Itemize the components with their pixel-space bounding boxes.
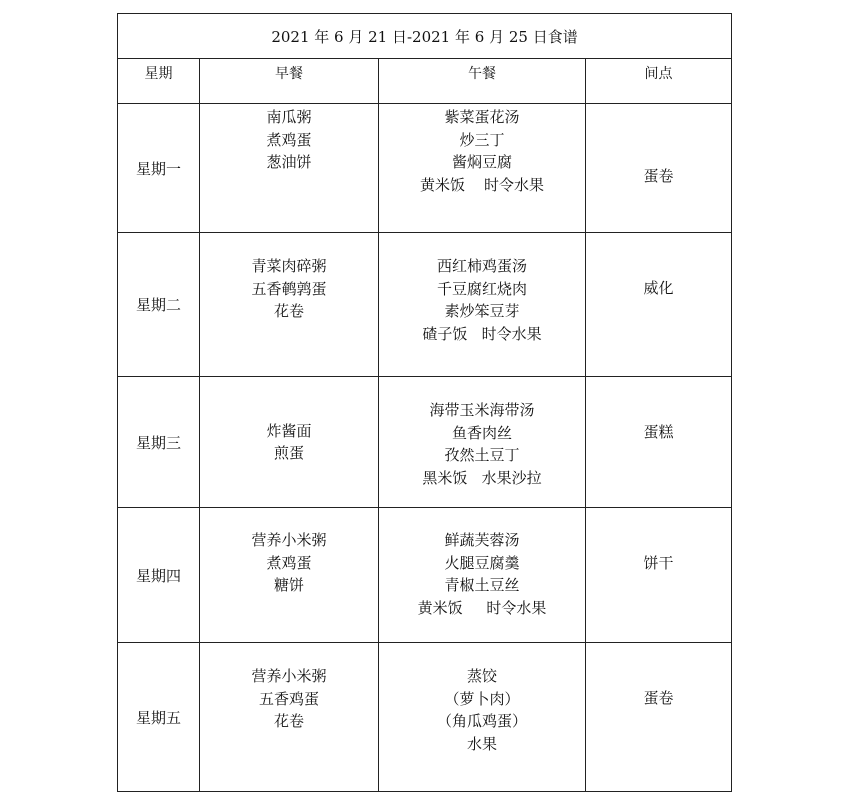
breakfast-cell bbox=[200, 104, 379, 233]
lunch-cell bbox=[379, 643, 586, 792]
day-cell: 星期四 bbox=[118, 508, 200, 643]
title-row bbox=[118, 14, 732, 59]
snack-cell: 蛋卷 bbox=[586, 643, 732, 792]
menu-item: 营养小米粥 bbox=[251, 667, 327, 685]
menu-item: 蒸饺 bbox=[466, 667, 497, 685]
menu-item: 糖饼 bbox=[273, 576, 304, 594]
menu-item: 火腿豆腐羹 bbox=[444, 553, 520, 572]
menu-item: 葱油饼 bbox=[266, 153, 312, 171]
lunch-cell bbox=[379, 508, 586, 643]
table-row bbox=[118, 643, 732, 792]
menu-item: 炸酱面 bbox=[266, 421, 312, 440]
table-row bbox=[118, 508, 732, 643]
menu-item: 花卷 bbox=[273, 302, 304, 320]
day-cell: 星期二 bbox=[118, 233, 200, 377]
header-snack: 间点 bbox=[586, 59, 732, 104]
menu-item: 营养小米粥 bbox=[251, 531, 327, 549]
menu-item: 煎蛋 bbox=[273, 444, 304, 462]
menu-item: （角瓜鸡蛋） bbox=[436, 712, 527, 730]
menu-item: 鲜蔬芙蓉汤 bbox=[444, 531, 520, 549]
menu-table bbox=[117, 13, 732, 792]
header-day: 星期 bbox=[118, 59, 200, 104]
menu-item: 水果 bbox=[466, 734, 497, 753]
menu-item: 千豆腐红烧肉 bbox=[436, 279, 527, 298]
breakfast-cell bbox=[200, 508, 379, 643]
day-cell: 星期五 bbox=[118, 643, 200, 792]
menu-item: 青椒土豆丝 bbox=[444, 576, 520, 594]
lunch-cell bbox=[379, 233, 586, 377]
breakfast-cell bbox=[200, 233, 379, 377]
menu-item: 素炒笨豆芽 bbox=[444, 302, 520, 320]
snack-cell: 饼干 bbox=[586, 508, 732, 643]
menu-item: （萝卜肉） bbox=[444, 689, 520, 708]
menu-item: 孜然土豆丁 bbox=[444, 446, 520, 464]
menu-item: 花卷 bbox=[273, 712, 304, 730]
menu-item: 西红柿鸡蛋汤 bbox=[436, 257, 527, 275]
menu-item: 海带玉米海带汤 bbox=[429, 401, 535, 419]
table-row bbox=[118, 233, 732, 377]
menu-item: 煮鸡蛋 bbox=[266, 553, 312, 572]
breakfast-cell bbox=[200, 643, 379, 792]
menu-item: 黑米饭 水果沙拉 bbox=[422, 468, 542, 487]
day-cell: 星期一 bbox=[118, 104, 200, 233]
table-row bbox=[118, 104, 732, 233]
menu-item: 五香鹌鹑蛋 bbox=[251, 279, 327, 298]
menu-item: 南瓜粥 bbox=[266, 108, 312, 126]
header-lunch: 午餐 bbox=[379, 59, 586, 104]
header-row bbox=[118, 59, 732, 104]
header-breakfast: 早餐 bbox=[200, 59, 379, 104]
day-cell: 星期三 bbox=[118, 377, 200, 508]
snack-cell: 威化 bbox=[586, 233, 732, 377]
lunch-cell bbox=[379, 377, 586, 508]
menu-item: 酱焖豆腐 bbox=[451, 153, 512, 171]
menu-item: 碴子饭 时令水果 bbox=[422, 324, 542, 343]
menu-item: 煮鸡蛋 bbox=[266, 130, 312, 149]
menu-item: 黄米饭 时令水果 bbox=[417, 598, 547, 617]
menu-item: 紫菜蛋花汤 bbox=[444, 108, 520, 126]
menu-item: 炒三丁 bbox=[459, 130, 505, 149]
snack-cell: 蛋糕 bbox=[586, 377, 732, 508]
menu-title: 2021 年 6 月 21 日-2021 年 6 月 25 日食谱 bbox=[118, 14, 732, 59]
menu-item: 黄米饭 时令水果 bbox=[419, 175, 545, 194]
snack-cell: 蛋卷 bbox=[586, 104, 732, 233]
lunch-cell bbox=[379, 104, 586, 233]
breakfast-cell bbox=[200, 377, 379, 508]
menu-item: 鱼香肉丝 bbox=[451, 423, 512, 442]
menu-item: 五香鸡蛋 bbox=[258, 689, 319, 708]
table-row bbox=[118, 377, 732, 508]
menu-item: 青菜肉碎粥 bbox=[251, 257, 327, 275]
